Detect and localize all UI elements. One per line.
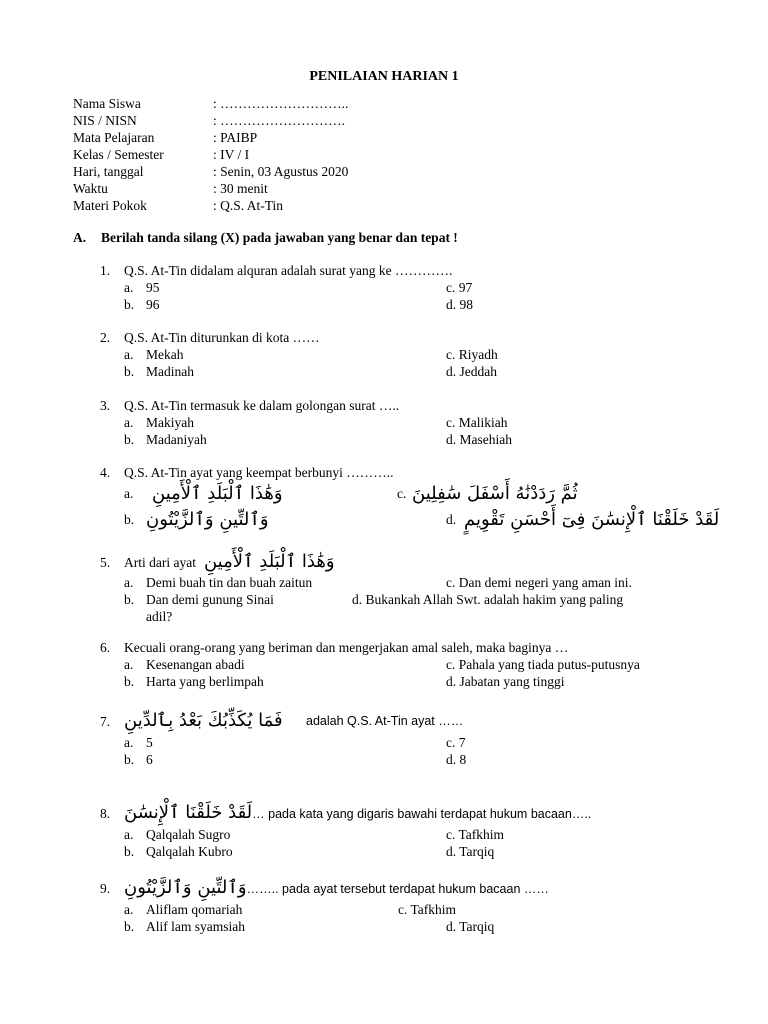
option-row	[100, 431, 700, 448]
info-value: : PAIBP	[213, 130, 258, 145]
section-letter: A.	[73, 230, 87, 245]
option-letter: a.	[124, 902, 134, 917]
option-a[interactable]: Qalqalah Sugro	[146, 827, 231, 842]
option-c[interactable]: c. Pahala yang tiada putus-putusnya	[446, 657, 640, 672]
option-letter: a.	[124, 280, 134, 295]
info-row-kelas	[73, 146, 348, 163]
info-row-mapel	[73, 129, 348, 146]
section-instruction: Berilah tanda silang (X) pada jawaban yang benar dan tepat !	[101, 230, 458, 245]
option-letter: a.	[124, 575, 134, 590]
question-text: adalah Q.S. At-Tin ayat ……	[306, 714, 464, 728]
info-label: Materi Pokok	[73, 198, 147, 213]
question-8	[100, 800, 700, 860]
question-2	[100, 329, 700, 380]
question-text: Q.S. At-Tin didalam alquran adalah surat yang ke ………….	[124, 263, 453, 278]
option-letter: c.	[397, 486, 407, 501]
option-row	[100, 296, 700, 313]
option-row	[100, 363, 700, 380]
option-b[interactable]: Madinah	[146, 364, 194, 379]
question-number: 1.	[100, 263, 111, 278]
option-row	[100, 346, 700, 363]
option-c[interactable]: c. 7	[446, 735, 466, 750]
question-line	[100, 875, 700, 901]
option-letter: b.	[124, 919, 135, 934]
info-value: : ………………………..	[213, 96, 349, 111]
question-arabic: وَٱلتِّينِ وَٱلزَّيْتُونِ	[124, 877, 247, 898]
option-letter: a.	[124, 415, 134, 430]
option-b[interactable]: Dan demi gunung Sinai	[146, 592, 274, 607]
question-text: Kecuali orang-orang yang beriman dan mengerjakan amal saleh, maka baginya …	[124, 640, 569, 655]
question-arabic: فَمَا يُكَذِّبُكَ بَعْدُ بِٱلدِّينِ	[124, 710, 283, 731]
info-value: : IV / I	[213, 147, 250, 162]
info-label: Nama Siswa	[73, 96, 141, 111]
option-c[interactable]: c. Riyadh	[446, 347, 498, 362]
question-text: Q.S. At-Tin termasuk ke dalam golongan surat …..	[124, 398, 400, 413]
question-3	[100, 397, 700, 448]
info-label: Mata Pelajaran	[73, 130, 155, 145]
option-d[interactable]: d. Masehiah	[446, 432, 512, 447]
info-label: Kelas / Semester	[73, 147, 164, 162]
question-1	[100, 262, 700, 313]
info-value: : 30 menit	[213, 181, 268, 196]
option-row	[100, 751, 700, 768]
question-text: …….. pada ayat tersebut terdapat hukum bacaan ……	[246, 882, 549, 896]
info-label: Hari, tanggal	[73, 164, 144, 179]
option-d[interactable]: d. Jeddah	[446, 364, 497, 379]
option-c[interactable]: c. 97	[446, 280, 473, 295]
info-row-waktu	[73, 180, 348, 197]
question-text: Q.S. At-Tin ayat yang keempat berbunyi ………..	[124, 465, 394, 480]
option-b[interactable]: 6	[146, 752, 153, 767]
info-row-nis	[73, 112, 348, 129]
question-text: Arti dari ayat	[124, 555, 196, 570]
info-row-hari	[73, 163, 348, 180]
question-line	[100, 550, 700, 574]
option-row	[100, 279, 700, 296]
question-number: 3.	[100, 398, 111, 413]
option-c[interactable]: c. Tafkhim	[446, 827, 505, 842]
student-info	[73, 95, 348, 214]
option-b[interactable]: Qalqalah Kubro	[146, 844, 233, 859]
question-number: 7.	[100, 714, 111, 729]
question-4	[100, 464, 720, 533]
option-letter: b.	[124, 364, 135, 379]
option-a[interactable]: Mekah	[146, 347, 184, 362]
option-a[interactable]: Aliflam qomariah	[146, 902, 243, 917]
option-letter: a.	[124, 735, 134, 750]
question-9	[100, 875, 700, 935]
question-text: Q.S. At-Tin diturunkan di kota ……	[124, 330, 320, 345]
info-row-nama	[73, 95, 348, 112]
info-value: : Senin, 03 Agustus 2020	[213, 164, 349, 179]
option-a[interactable]: 95	[146, 280, 160, 295]
question-5	[100, 550, 700, 625]
option-letter: a.	[124, 827, 134, 842]
question-number: 6.	[100, 640, 111, 655]
info-value: : ……………………….	[213, 113, 346, 128]
option-row	[100, 591, 700, 608]
info-value: : Q.S. At-Tin	[213, 198, 284, 213]
option-b[interactable]: Madaniyah	[146, 432, 207, 447]
option-row	[100, 507, 720, 533]
question-arabic: وَهَٰذَا ٱلْبَلَدِ ٱلْأَمِينِ	[203, 551, 335, 572]
option-b[interactable]: Harta yang berlimpah	[146, 674, 264, 689]
info-label: NIS / NISN	[73, 113, 137, 128]
option-a[interactable]: Kesenangan abadi	[146, 657, 245, 672]
question-7	[100, 708, 700, 768]
option-c[interactable]: c. Dan demi negeri yang aman ini.	[446, 575, 632, 590]
option-b[interactable]: 96	[146, 297, 160, 312]
option-b[interactable]: وَٱلتِّينِ وَٱلزَّيْتُونِ	[146, 509, 269, 530]
info-label: Waktu	[73, 181, 108, 196]
option-letter: b.	[124, 512, 135, 527]
option-row	[100, 414, 700, 431]
option-c[interactable]: c. Malikiah	[446, 415, 508, 430]
option-row	[100, 673, 700, 690]
option-letter: a.	[124, 657, 134, 672]
option-letter: a.	[124, 486, 134, 501]
option-a[interactable]: Makiyah	[146, 415, 194, 430]
option-d[interactable]: d. 98	[446, 297, 473, 312]
question-number: 4.	[100, 465, 111, 480]
option-row	[100, 843, 700, 860]
option-letter: b.	[124, 297, 135, 312]
option-letter: b.	[124, 674, 135, 689]
option-row	[100, 574, 700, 591]
option-a[interactable]: 5	[146, 735, 153, 750]
option-row	[100, 901, 700, 918]
option-d[interactable]: d. 8	[446, 752, 467, 767]
option-letter: a.	[124, 347, 134, 362]
question-number: 8.	[100, 806, 111, 821]
option-letter: b.	[124, 752, 135, 767]
question-number: 2.	[100, 330, 111, 345]
question-line	[100, 800, 700, 826]
section-heading	[73, 230, 458, 246]
option-row	[100, 656, 700, 673]
option-d[interactable]: d. Jabatan yang tinggi	[446, 674, 565, 689]
option-d[interactable]: d. Bukankah Allah Swt. adalah hakim yang paling	[352, 592, 624, 607]
option-row	[100, 826, 700, 843]
option-d-continued: adil?	[146, 609, 173, 624]
question-6	[100, 639, 700, 690]
option-letter: b.	[124, 592, 135, 607]
option-row	[100, 734, 700, 751]
option-row	[100, 481, 700, 507]
info-row-materi	[73, 197, 348, 214]
option-d[interactable]: لَقَدْ خَلَقْنَا ٱلْإِنسَٰنَ فِىٓ أَحْسَنِ تَقْوِيمٍ	[464, 509, 720, 530]
option-a[interactable]: Demi buah tin dan buah zaitun	[146, 575, 313, 590]
option-row	[100, 918, 700, 935]
option-c[interactable]: c. Tafkhim	[398, 902, 457, 917]
option-letter: d.	[446, 512, 457, 527]
option-b[interactable]: Alif lam syamsiah	[146, 919, 245, 934]
option-d[interactable]: d. Tarqiq	[446, 919, 495, 934]
option-letter: b.	[124, 844, 135, 859]
option-a[interactable]: وَهَٰذَا ٱلْبَلَدِ ٱلْأَمِينِ	[152, 483, 283, 504]
option-row	[100, 608, 700, 625]
question-text: … pada kata yang digaris bawahi terdapat hukum bacaan…..	[252, 807, 592, 821]
question-arabic: لَقَدْ خَلَقْنَا ٱلْإِنسَٰنَ	[124, 802, 253, 823]
page-title: PENILAIAN HARIAN 1	[309, 69, 459, 84]
question-number: 5.	[100, 555, 111, 570]
option-letter: b.	[124, 432, 135, 447]
question-line	[100, 708, 700, 734]
option-d[interactable]: d. Tarqiq	[446, 844, 495, 859]
question-number: 9.	[100, 881, 111, 896]
option-c[interactable]: ثُمَّ رَدَدْنَٰهُ أَسْفَلَ سَٰفِلِينَ	[412, 483, 578, 504]
